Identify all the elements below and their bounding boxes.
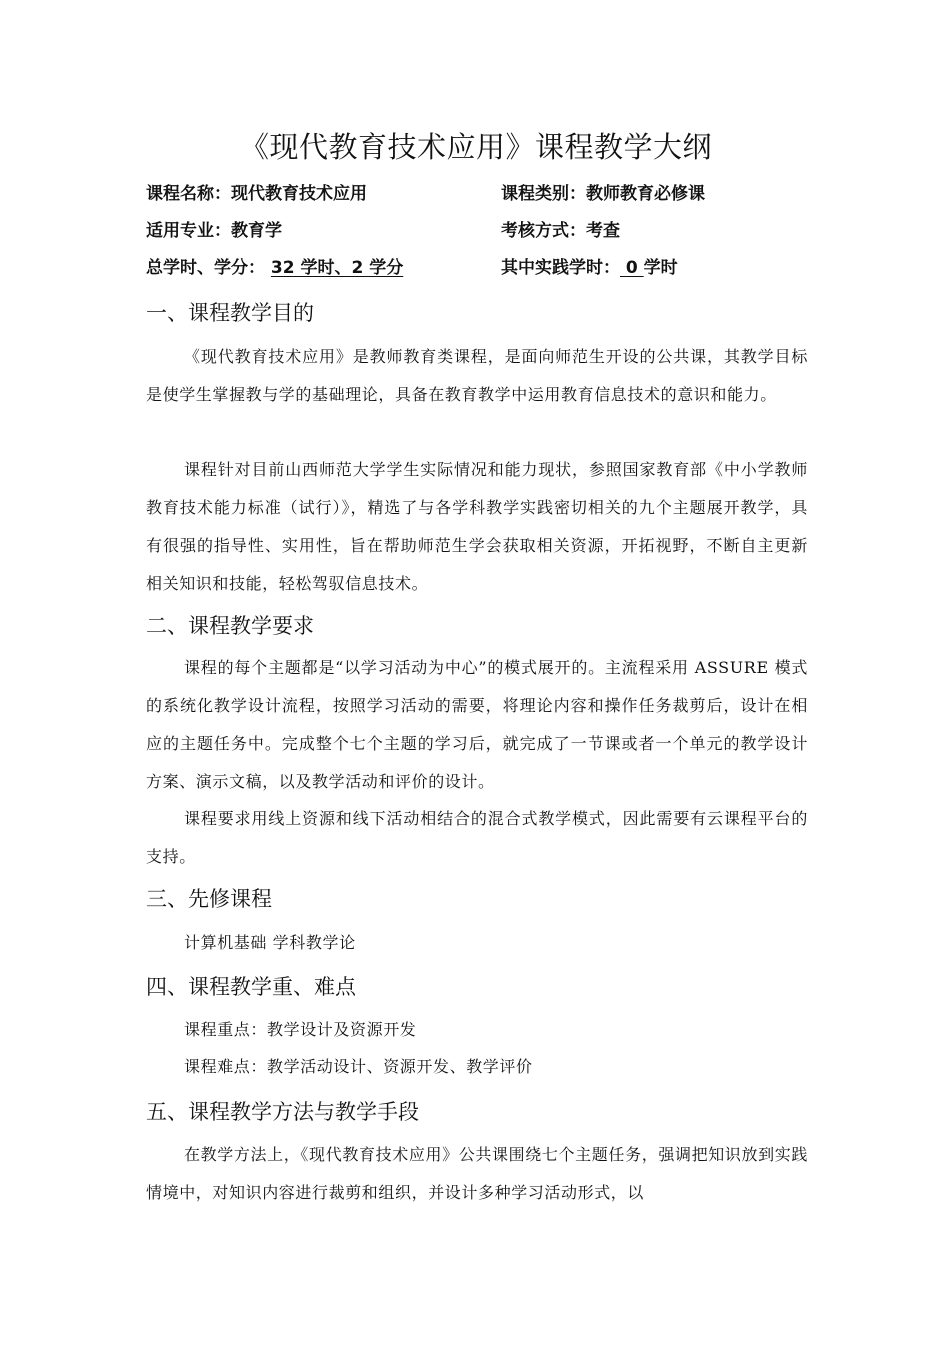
hours-value: 32 学时、2 学分 (270, 258, 404, 278)
course-name-value: 现代教育技术应用 (231, 184, 367, 204)
section-heading-4: 四、课程教学重、难点 (146, 975, 356, 999)
course-type-label: 课程类别： (501, 184, 586, 204)
section-heading-3: 三、先修课程 (146, 887, 272, 911)
practice-value: 0 (620, 258, 644, 278)
course-key-points: 课程重点：教学设计及资源开发 (184, 1020, 417, 1039)
section-2-paragraph-1: 课程的每个主题都是“以学习活动为中心”的模式展开的。主流程采用 ASSURE 模式的系统化教学设计流程，按照学习活动的需要，将理论内容和操作任务裁剪后，设计在相应的主题任务中。完成整个七个主题的学习后，就完成了一节课或者一个单元的教学设计方案、演示文稿，以及教学活动和评价的设计。 (146, 658, 808, 791)
assessment-value: 考查 (586, 221, 620, 241)
section-5-paragraph-1: 在教学方法上，《现代教育技术应用》公共课围绕七个主题任务，强调把知识放到实践情境中，对知识内容进行裁剪和组织，并设计多种学习活动形式，以 (146, 1145, 808, 1202)
section-2-paragraph-2: 课程要求用线上资源和线下活动相结合的混合式教学模式，因此需要有云课程平台的支持。 (146, 809, 808, 866)
assessment-row (501, 219, 620, 243)
document-title: 《现代教育技术应用》课程教学大纲 (239, 130, 712, 164)
course-type-row (501, 182, 705, 206)
course-type-value: 教师教育必修课 (586, 184, 705, 204)
course-difficulties: 课程难点：教学活动设计、资源开发、教学评价 (184, 1057, 533, 1076)
section-1-paragraph-2: 课程针对目前山西师范大学学生实际情况和能力现状，参照国家教育部《中小学教师教育技术能力标准（试行）》，精选了与各学科教学实践密切相关的九个主题展开教学，具有很强的指导性、实用性，旨在帮助师范生学会获取相关资源，开拓视野，不断自主更新相关知识和技能，轻松驾驭信息技术。 (146, 460, 808, 593)
hours-row (146, 256, 403, 280)
hours-label: 总学时、学分： (146, 258, 265, 278)
major-row (146, 219, 282, 243)
section-heading-1: 一、课程教学目的 (146, 301, 314, 325)
practice-unit: 学时 (643, 258, 678, 278)
assessment-label: 考核方式： (501, 221, 586, 241)
major-value: 教育学 (231, 221, 282, 241)
section-1-paragraph-1: 《现代教育技术应用》是教师教育类课程，是面向师范生开设的公共课，其教学目标是使学生掌握教与学的基础理论，具备在教育教学中运用教育信息技术的意识和能力。 (146, 347, 808, 404)
major-label: 适用专业： (146, 221, 231, 241)
practice-row (501, 256, 678, 280)
section-heading-2: 二、课程教学要求 (146, 614, 314, 638)
practice-label: 其中实践学时： (501, 258, 620, 278)
section-heading-5: 五、课程教学方法与教学手段 (146, 1100, 419, 1124)
course-name-row (146, 182, 367, 206)
course-name-label: 课程名称： (146, 184, 231, 204)
prerequisite-courses: 计算机基础 学科教学论 (184, 933, 356, 952)
